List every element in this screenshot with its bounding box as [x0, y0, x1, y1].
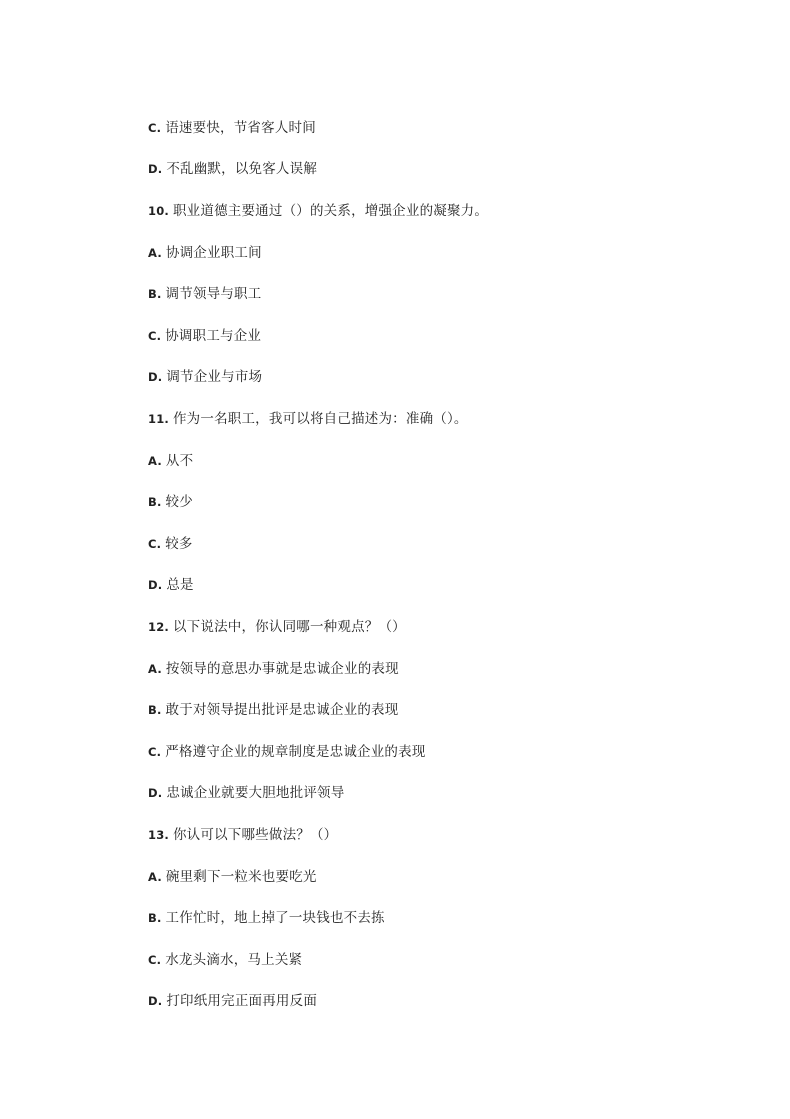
- option-text: 严格遵守企业的规章制度是忠诚企业的表现: [165, 744, 426, 760]
- option-label: D.: [148, 994, 163, 1008]
- option-label: B.: [148, 287, 162, 301]
- option-label: D.: [148, 162, 163, 176]
- option-label: C.: [148, 537, 162, 551]
- option-b-q12: [148, 701, 398, 719]
- option-text: 打印纸用完正面再用反面: [166, 993, 318, 1009]
- option-label: B.: [148, 495, 162, 509]
- option-text: 较多: [165, 536, 193, 552]
- question-number: 12.: [148, 620, 169, 634]
- option-text: 调节领导与职工: [165, 286, 262, 302]
- option-a-q12: [148, 660, 399, 678]
- question-text: 职业道德主要通过（）的关系，增强企业的凝聚力。: [172, 203, 489, 219]
- option-label: A.: [148, 246, 162, 260]
- question-number: 11.: [148, 412, 169, 426]
- option-text: 忠诚企业就要大胆地批评领导: [166, 785, 345, 801]
- option-a-q10: [148, 244, 262, 262]
- option-text: 不乱幽默，以免客人误解: [166, 161, 318, 177]
- option-label: A.: [148, 870, 162, 884]
- option-b-q10: [148, 285, 261, 303]
- question-text: 你认可以下哪些做法？（）: [172, 827, 338, 843]
- question-number: 13.: [148, 828, 169, 842]
- option-text: 按领导的意思办事就是忠诚企业的表现: [165, 661, 399, 677]
- question-number: 10.: [148, 204, 169, 218]
- option-text: 语速要快，节省客人时间: [165, 120, 316, 136]
- option-text: 水龙头滴水，马上关紧: [165, 952, 303, 968]
- option-c-q11: [148, 535, 193, 553]
- option-d-q13: [148, 992, 317, 1010]
- option-a-q11: [148, 452, 193, 470]
- option-b-q13: [148, 909, 385, 927]
- option-text: 从不: [165, 453, 194, 469]
- option-d-q10: [148, 368, 262, 386]
- option-c-q13: [148, 951, 302, 969]
- option-label: D.: [148, 786, 163, 800]
- option-text: 协调职工与企业: [165, 328, 262, 344]
- question-text: 以下说法中，你认同哪一种观点？（）: [172, 619, 406, 635]
- option-label: C.: [148, 745, 162, 759]
- option-text: 调节企业与市场: [166, 369, 263, 385]
- question-text: 作为一名职工，我可以将自己描述为：准确（）。: [172, 411, 468, 427]
- option-text: 敢于对领导提出批评是忠诚企业的表现: [165, 702, 399, 718]
- option-label: C.: [148, 121, 162, 135]
- option-d-q12: [148, 784, 344, 802]
- option-label: B.: [148, 911, 162, 925]
- option-label: D.: [148, 578, 163, 592]
- option-text: 总是: [166, 577, 194, 593]
- option-c-q10: [148, 327, 261, 345]
- option-label: A.: [148, 662, 162, 676]
- option-text: 较少: [165, 494, 193, 510]
- option-c-q9: [148, 119, 316, 137]
- question-12: [148, 618, 406, 636]
- option-label: C.: [148, 953, 162, 967]
- option-label: D.: [148, 370, 163, 384]
- option-d-q9: [148, 160, 317, 178]
- option-text: 工作忙时，地上掉了一块钱也不去拣: [165, 910, 385, 926]
- option-text: 碗里剩下一粒米也要吃光: [165, 869, 317, 885]
- option-text: 协调企业职工间: [165, 245, 262, 261]
- option-d-q11: [148, 576, 194, 594]
- option-label: C.: [148, 329, 162, 343]
- option-b-q11: [148, 493, 193, 511]
- option-label: A.: [148, 454, 162, 468]
- question-13: [148, 826, 337, 844]
- option-a-q13: [148, 868, 317, 886]
- question-10: [148, 202, 488, 220]
- option-label: B.: [148, 703, 162, 717]
- option-c-q12: [148, 743, 426, 761]
- question-11: [148, 410, 468, 428]
